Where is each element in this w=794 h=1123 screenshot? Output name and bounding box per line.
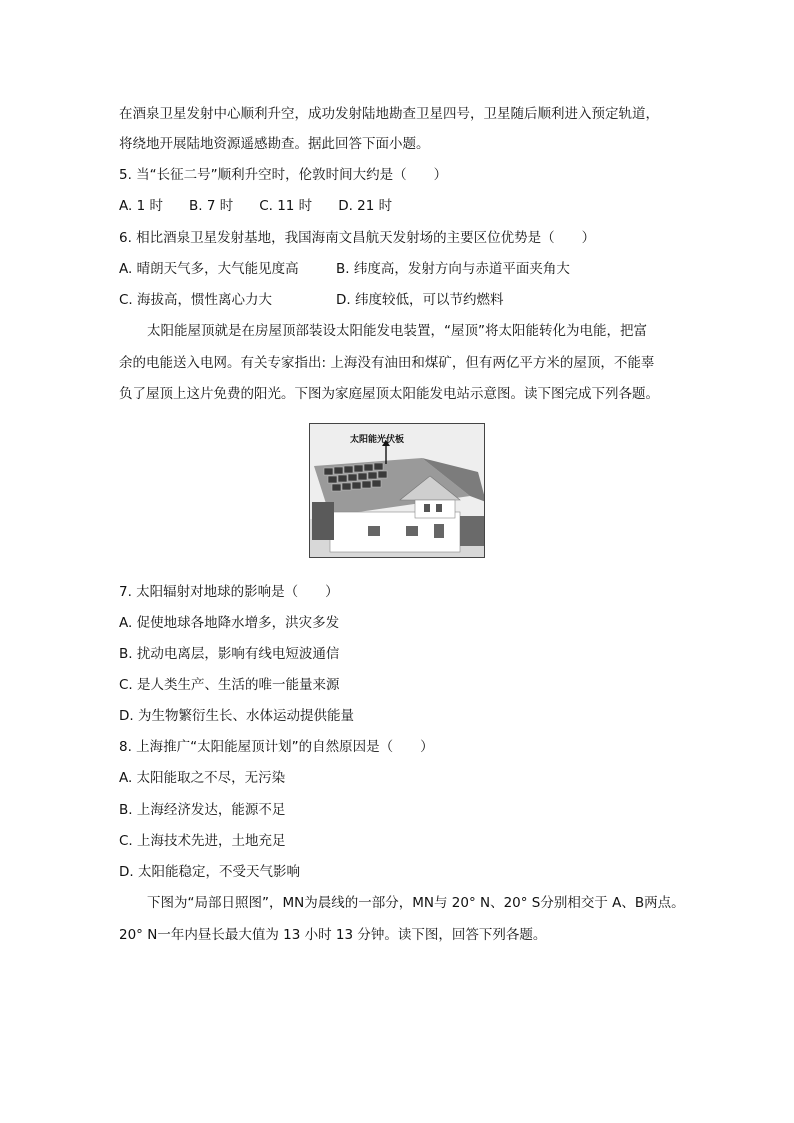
- question-7-stem: 7. 太阳辐射对地球的影响是（ ）: [119, 584, 339, 600]
- question-6-row-2: [119, 290, 699, 310]
- passage-3-line-1: 下图为“局部日照图”，MN为晨线的一部分，MN与 20° N、20° S分别相交于 A、B两点。: [147, 895, 685, 911]
- passage-2-line-1: 太阳能屋顶就是在房屋顶部装设太阳能发电装置，“屋顶”将太阳能转化为电能，把富: [147, 323, 647, 339]
- intro-line-1: 在酒泉卫星发射中心顺利升空，成功发射陆地勘查卫星四号，卫星随后顺利进入预定轨道，: [119, 106, 659, 122]
- q8-option-c: C. 上海技术先进，土地充足: [119, 833, 286, 849]
- question-6-stem: 6. 相比酒泉卫星发射基地，我国海南文昌航天发射场的主要区位优势是（ ）: [119, 230, 596, 246]
- passage-2-line-2: 余的电能送入电网。有关专家指出: 上海没有油田和煤矿，但有两亿平方米的屋顶，不能辜: [119, 355, 655, 371]
- q5-option-a: A. 1 时: [119, 198, 163, 214]
- q7-option-d: D. 为生物繁衍生长、水体运动提供能量: [119, 708, 354, 724]
- solar-panel-label: 太阳能光伏板: [350, 435, 405, 445]
- q7-option-b: B. 扰动电离层，影响有线电短波通信: [119, 646, 340, 662]
- q5-option-c: C. 11 时: [259, 198, 313, 214]
- question-5-options: [119, 196, 699, 216]
- question-6-row-1: [119, 259, 699, 279]
- q7-option-a: A. 促使地球各地降水增多，洪灾多发: [119, 615, 340, 631]
- q8-option-d: D. 太阳能稳定，不受天气影响: [119, 864, 300, 880]
- q8-option-a: A. 太阳能取之不尽，无污染: [119, 770, 286, 786]
- q6-option-c: C. 海拔高，惯性离心力大: [119, 292, 273, 308]
- q5-option-d: D. 21 时: [338, 198, 393, 214]
- q6-option-d: D. 纬度较低，可以节约燃料: [336, 292, 504, 308]
- passage-3-line-2: 20° N一年内昼长最大值为 13 小时 13 分钟。读下图，回答下列各题。: [119, 927, 547, 943]
- q6-option-b: B. 纬度高，发射方向与赤道平面夹角大: [336, 261, 570, 277]
- question-5-stem: 5. 当“长征二号”顺利升空时，伦敦时间大约是（ ）: [119, 167, 448, 183]
- q5-option-b: B. 7 时: [188, 198, 234, 214]
- q6-option-a: A. 晴朗天气多，大气能见度高: [119, 261, 299, 277]
- solar-roof-figure: [309, 423, 485, 558]
- q8-option-b: B. 上海经济发达，能源不足: [119, 802, 286, 818]
- question-8-stem: 8. 上海推广“太阳能屋顶计划”的自然原因是（ ）: [119, 739, 434, 755]
- q7-option-c: C. 是人类生产、生活的唯一能量来源: [119, 677, 340, 693]
- passage-2-line-3: 负了屋顶上这片免费的阳光。下图为家庭屋顶太阳能发电站示意图。读下图完成下列各题。: [119, 386, 659, 402]
- intro-line-2: 将绕地开展陆地资源遥感勘查。据此回答下面小题。: [119, 136, 430, 152]
